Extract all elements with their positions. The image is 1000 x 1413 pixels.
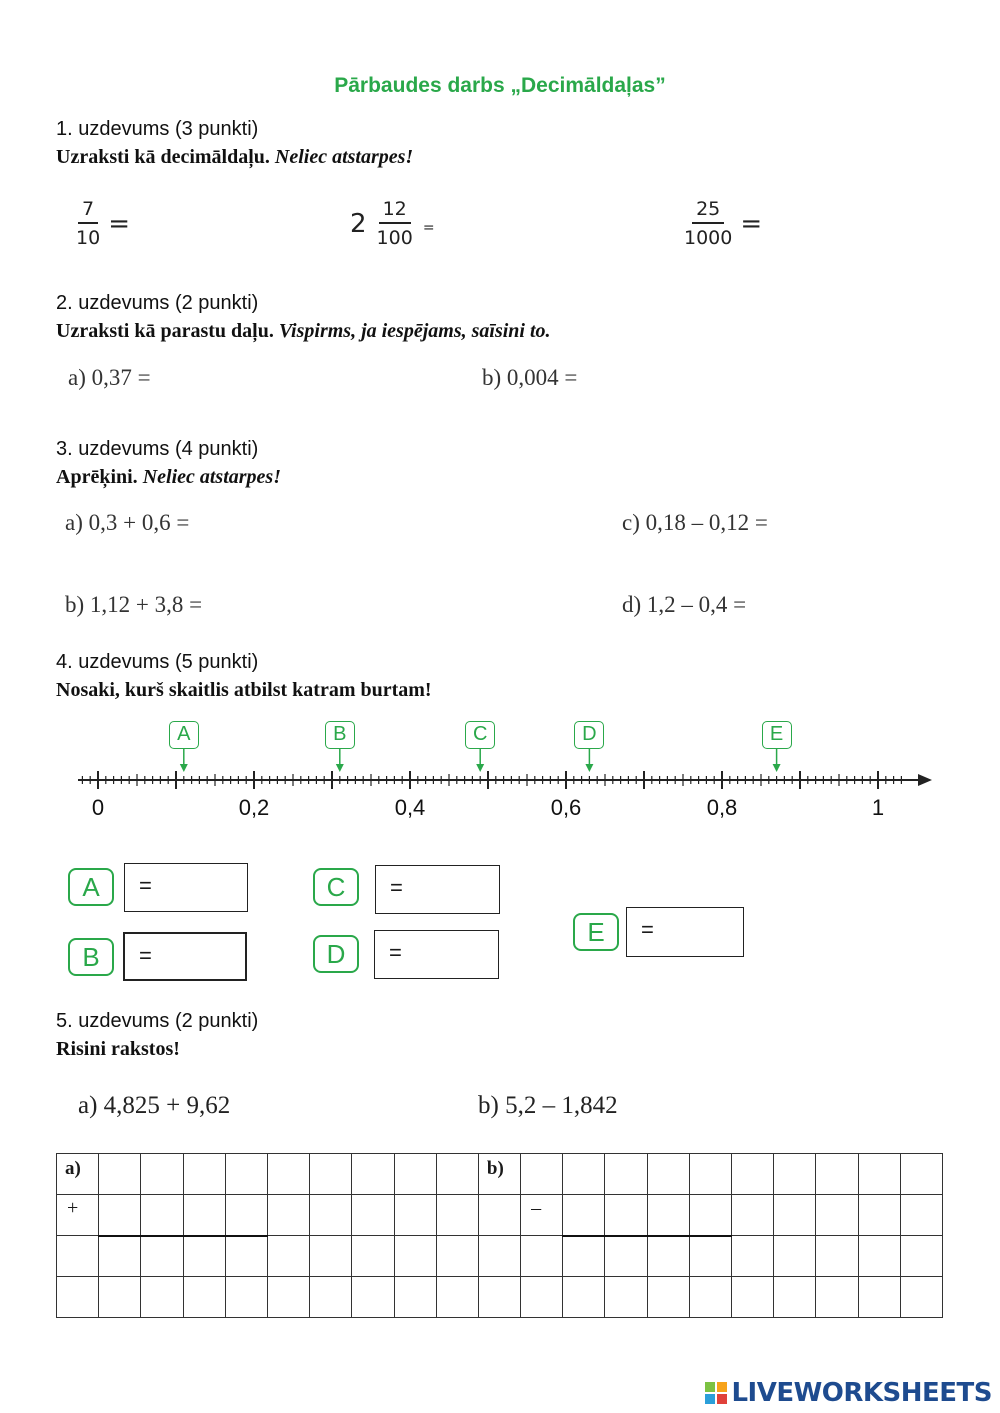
grid-cell[interactable] bbox=[310, 1236, 352, 1277]
answer-input-d[interactable] bbox=[408, 942, 472, 967]
grid-cell[interactable] bbox=[394, 1236, 436, 1277]
axis-arrow-icon bbox=[918, 774, 932, 786]
axis-tick-label: 0 bbox=[91, 795, 105, 820]
grid-cell[interactable] bbox=[436, 1236, 478, 1277]
task3-instruction-italic: Neliec atstarpes! bbox=[142, 466, 281, 488]
marker-pointers bbox=[180, 749, 781, 772]
answer-box-b[interactable] bbox=[123, 932, 247, 981]
grid-cell[interactable] bbox=[647, 1154, 689, 1195]
equals-sign: = bbox=[139, 943, 152, 968]
numerator: 12 bbox=[379, 196, 411, 224]
grid-cell[interactable] bbox=[394, 1195, 436, 1236]
grid-cell[interactable] bbox=[605, 1154, 647, 1195]
answer-tag-d: D bbox=[313, 935, 359, 973]
grid-cell[interactable] bbox=[478, 1154, 520, 1195]
answer-box-a[interactable] bbox=[124, 863, 248, 912]
marker-b: B bbox=[325, 721, 355, 749]
grid-cell[interactable] bbox=[858, 1277, 900, 1318]
denominator: 10 bbox=[76, 227, 101, 249]
answer-tag-a: A bbox=[68, 868, 114, 906]
grid-cell[interactable] bbox=[99, 1154, 141, 1195]
grid-cell[interactable] bbox=[267, 1236, 309, 1277]
grid-cell[interactable] bbox=[689, 1195, 731, 1236]
grid-cell[interactable] bbox=[183, 1236, 225, 1277]
minus-sign: – bbox=[531, 1197, 542, 1219]
grid-cell[interactable] bbox=[57, 1154, 99, 1195]
grid-row bbox=[57, 1195, 943, 1236]
grid-cell[interactable] bbox=[858, 1154, 900, 1195]
grid-cell[interactable] bbox=[394, 1277, 436, 1318]
marker-arrow-icon bbox=[585, 764, 593, 772]
axis-tick-label: 0,4 bbox=[394, 795, 426, 820]
marker-arrow-icon bbox=[476, 764, 484, 772]
grid-cell[interactable] bbox=[436, 1195, 478, 1236]
equals-sign: = bbox=[641, 917, 654, 942]
grid-cell[interactable] bbox=[689, 1236, 731, 1277]
grid-cell[interactable] bbox=[352, 1277, 394, 1318]
axis-tick-label: 0,8 bbox=[706, 795, 738, 820]
grid-cell[interactable] bbox=[521, 1236, 563, 1277]
grid-cell[interactable] bbox=[605, 1195, 647, 1236]
task5-instruction: Risini rakstos! bbox=[56, 1038, 180, 1060]
answer-tag-c: C bbox=[313, 868, 359, 906]
page-title: Pārbaudes darbs „Decimāldaļas” bbox=[334, 74, 666, 97]
fraction bbox=[680, 196, 736, 252]
grid-cell[interactable] bbox=[816, 1154, 858, 1195]
grid-cell[interactable] bbox=[225, 1154, 267, 1195]
numerator: 7 bbox=[78, 196, 98, 224]
grid-cell[interactable] bbox=[605, 1236, 647, 1277]
task1-instruction bbox=[56, 146, 413, 169]
axis-tick-label: 1 bbox=[871, 795, 885, 820]
grid-cell[interactable] bbox=[732, 1195, 774, 1236]
task5-item-a: a) 4,825 + 9,62 bbox=[78, 1092, 231, 1119]
grid-cell[interactable] bbox=[900, 1195, 942, 1236]
grid-cell[interactable] bbox=[310, 1277, 352, 1318]
task2-item-a: a) 0,37 = bbox=[68, 365, 151, 390]
grid-row bbox=[57, 1277, 943, 1318]
grid-cell[interactable] bbox=[774, 1236, 816, 1277]
task1-heading: 1. uzdevums (3 punkti) bbox=[56, 118, 259, 140]
task3-item-a: a) 0,3 + 0,6 = bbox=[65, 510, 190, 535]
grid-cell[interactable] bbox=[563, 1277, 605, 1318]
grid-cell[interactable] bbox=[478, 1236, 520, 1277]
equals-sign: = bbox=[139, 873, 152, 898]
answer-box-e[interactable] bbox=[626, 907, 744, 957]
task3-item-c: c) 0,18 – 0,12 = bbox=[622, 510, 768, 535]
grid-cell[interactable] bbox=[605, 1277, 647, 1318]
grid-label-a: a) bbox=[65, 1158, 81, 1179]
grid-cell[interactable] bbox=[478, 1195, 520, 1236]
axis-tick-label: 0,6 bbox=[550, 795, 582, 820]
answer-tag-b: B bbox=[68, 938, 114, 976]
equals-sign: = bbox=[108, 209, 130, 239]
task1-answer-b[interactable] bbox=[441, 212, 565, 237]
grid-cell[interactable] bbox=[774, 1277, 816, 1318]
grid-cell[interactable] bbox=[689, 1277, 731, 1318]
grid-cell[interactable] bbox=[647, 1195, 689, 1236]
grid-cell[interactable] bbox=[225, 1195, 267, 1236]
marker-arrow-icon bbox=[773, 764, 781, 772]
answer-box-d[interactable] bbox=[374, 930, 499, 979]
answer-input-a[interactable] bbox=[158, 875, 222, 900]
grid-cell[interactable] bbox=[858, 1195, 900, 1236]
task5-heading: 5. uzdevums (2 punkti) bbox=[56, 1010, 259, 1032]
fraction bbox=[373, 196, 417, 252]
grid-cell[interactable] bbox=[900, 1154, 942, 1195]
grid-cell[interactable] bbox=[352, 1195, 394, 1236]
grid-cell[interactable] bbox=[141, 1236, 183, 1277]
grid-cell[interactable] bbox=[352, 1236, 394, 1277]
whole-part: 2 bbox=[350, 209, 367, 239]
grid-cell[interactable] bbox=[183, 1154, 225, 1195]
equals-sign: = bbox=[422, 220, 435, 236]
numerator: 25 bbox=[692, 196, 724, 224]
marker-arrow-icon bbox=[180, 764, 188, 772]
grid-row bbox=[57, 1154, 943, 1195]
grid-cell[interactable] bbox=[521, 1277, 563, 1318]
grid-cell[interactable] bbox=[563, 1236, 605, 1277]
grid-cell[interactable] bbox=[774, 1154, 816, 1195]
marker-e: E bbox=[762, 721, 792, 749]
grid-cell[interactable] bbox=[310, 1195, 352, 1236]
answer-input-b[interactable] bbox=[158, 945, 222, 970]
grid-cell[interactable] bbox=[267, 1277, 309, 1318]
grid-cell[interactable] bbox=[141, 1154, 183, 1195]
marker-a: A bbox=[169, 721, 199, 749]
task3-heading: 3. uzdevums (4 punkti) bbox=[56, 438, 259, 460]
answer-input-c[interactable] bbox=[409, 877, 473, 902]
grid-cell[interactable] bbox=[436, 1154, 478, 1195]
logo-squares-icon bbox=[705, 1382, 727, 1404]
task1-instruction-bold: Uzraksti kā decimāldaļu. bbox=[56, 146, 270, 168]
grid-cell[interactable] bbox=[57, 1195, 99, 1236]
grid-cell[interactable] bbox=[647, 1277, 689, 1318]
marker-c: C bbox=[465, 721, 495, 749]
answer-input-e[interactable] bbox=[660, 919, 724, 944]
grid-cell[interactable] bbox=[774, 1195, 816, 1236]
task2-heading: 2. uzdevums (2 punkti) bbox=[56, 292, 259, 314]
fraction bbox=[72, 196, 104, 252]
task3-instruction bbox=[56, 466, 281, 489]
number-line bbox=[0, 715, 1000, 825]
grid-cell[interactable] bbox=[732, 1154, 774, 1195]
task1-item-a bbox=[72, 196, 260, 252]
grid-cell[interactable] bbox=[521, 1154, 563, 1195]
grid-cell[interactable] bbox=[647, 1236, 689, 1277]
equals-sign: = bbox=[740, 209, 763, 239]
denominator: 1000 bbox=[684, 227, 733, 249]
grid-cell[interactable] bbox=[858, 1236, 900, 1277]
marker-arrow-icon bbox=[336, 764, 344, 772]
task2-item-b: b) 0,004 = bbox=[482, 365, 578, 390]
task2-instruction-bold: Uzraksti kā parastu daļu. bbox=[56, 320, 274, 342]
grid-cell[interactable] bbox=[900, 1277, 942, 1318]
grid-cell[interactable] bbox=[352, 1154, 394, 1195]
task1-item-b bbox=[350, 196, 565, 252]
answer-tag-e: E bbox=[573, 913, 619, 951]
axis-tick-label: 0,2 bbox=[238, 795, 270, 820]
grid-cell[interactable] bbox=[267, 1195, 309, 1236]
grid-cell[interactable] bbox=[394, 1154, 436, 1195]
grid-cell[interactable] bbox=[816, 1195, 858, 1236]
task1-answer-c[interactable] bbox=[768, 212, 892, 237]
grid-cell[interactable] bbox=[563, 1154, 605, 1195]
grid-cell[interactable] bbox=[141, 1195, 183, 1236]
grid-label-b: b) bbox=[486, 1158, 504, 1179]
task3-instruction-bold: Aprēķini. bbox=[56, 466, 138, 488]
number-line-axis bbox=[0, 715, 1000, 825]
denominator: 100 bbox=[376, 227, 413, 249]
grid-cell[interactable] bbox=[900, 1236, 942, 1277]
task1-answer-a[interactable] bbox=[136, 212, 260, 237]
task4-heading: 4. uzdevums (5 punkti) bbox=[56, 651, 259, 673]
task3-item-d: d) 1,2 – 0,4 = bbox=[622, 592, 747, 617]
equals-sign: = bbox=[389, 940, 402, 965]
plus-sign: + bbox=[67, 1197, 79, 1219]
task4-instruction: Nosaki, kurš skaitlis atbilst katram burtam! bbox=[56, 679, 432, 701]
grid-cell[interactable] bbox=[225, 1236, 267, 1277]
grid-cell[interactable] bbox=[310, 1154, 352, 1195]
grid-cell[interactable] bbox=[99, 1195, 141, 1236]
grid-cell[interactable] bbox=[183, 1277, 225, 1318]
grid-cell[interactable] bbox=[816, 1236, 858, 1277]
grid-cell[interactable] bbox=[689, 1154, 731, 1195]
brand-name: LIVEWORKSHEETS bbox=[731, 1378, 992, 1408]
grid-row bbox=[57, 1236, 943, 1277]
task1-item-c bbox=[680, 196, 892, 252]
task2-instruction-italic: Vispirms, ja iespējams, saīsini to. bbox=[278, 320, 551, 342]
marker-d: D bbox=[574, 721, 604, 749]
task1-instruction-italic: Neliec atstarpes! bbox=[274, 146, 414, 168]
grid-cell[interactable] bbox=[478, 1277, 520, 1318]
grid-cell[interactable] bbox=[521, 1195, 563, 1236]
grid-cell[interactable] bbox=[436, 1277, 478, 1318]
grid-cell[interactable] bbox=[141, 1277, 183, 1318]
equals-sign: = bbox=[390, 875, 403, 900]
calculation-grid bbox=[56, 1153, 943, 1318]
grid-cell[interactable] bbox=[57, 1236, 99, 1277]
liveworksheets-logo bbox=[705, 1378, 992, 1408]
grid-cell[interactable] bbox=[225, 1277, 267, 1318]
grid-cell[interactable] bbox=[267, 1154, 309, 1195]
task2-instruction bbox=[56, 320, 551, 343]
task5-item-b: b) 5,2 – 1,842 bbox=[478, 1092, 618, 1119]
grid-cell[interactable] bbox=[563, 1195, 605, 1236]
grid-cell[interactable] bbox=[816, 1277, 858, 1318]
grid-cell[interactable] bbox=[57, 1277, 99, 1318]
grid-cell[interactable] bbox=[732, 1277, 774, 1318]
task3-item-b: b) 1,12 + 3,8 = bbox=[65, 592, 203, 617]
answer-box-c[interactable] bbox=[375, 865, 500, 914]
grid-cell[interactable] bbox=[183, 1195, 225, 1236]
grid-cell[interactable] bbox=[99, 1277, 141, 1318]
grid-cell[interactable] bbox=[99, 1236, 141, 1277]
grid-cell[interactable] bbox=[732, 1236, 774, 1277]
